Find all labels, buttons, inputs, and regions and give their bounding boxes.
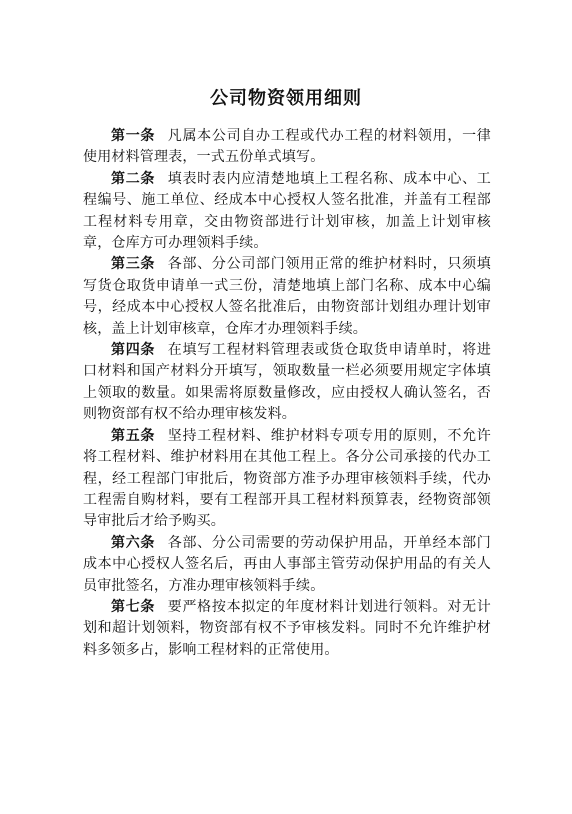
article-text: 填表时表内应清楚地填上工程名称、成本中心、工程编号、施工单位、经成本中心授权人签名批准，并盖有工程部工程材料专用章，交由物资部进行计划审核，加盖上计划审核章，仓库方可办理领料手续。 [83, 170, 491, 252]
document-title: 公司物资领用细则 [210, 88, 362, 109]
article-number: 第二条 [111, 170, 156, 187]
article-text: 各部、分公司需要的劳动保护用品，开单经本部门成本中心授权人签名后，再由人事部主管劳动保护用品的有关人员审批签名，方准办理审核领料手续。 [83, 534, 491, 594]
document-body [83, 126, 491, 661]
article-text: 在填写工程材料管理表或货仓取货申请单时，将进口材料和国产材料分开填写，领取数量一栏必须要用规定字体填上领取的数量。如果需将原数量修改，应由授权人确认签名，否则物资部有权不给办理审核发料。 [83, 342, 491, 423]
article-2 [83, 169, 491, 255]
article-number: 第六条 [111, 534, 156, 551]
article-text: 凡属本公司自办工程或代办工程的材料领用，一律使用材料管理表，一式五份单式填写。 [83, 128, 491, 166]
article-text: 各部、分公司部门领用正常的维护材料时，只须填写货仓取货申请单一式三份，清楚地填上部门名称、成本中心编号，经成本中心授权人签名批准后，由物资部计划组办理计划审核，盖上计划审核章，仓库才办理领料手续。 [83, 256, 491, 337]
article-7 [83, 597, 491, 661]
article-number: 第四条 [111, 342, 156, 359]
article-1 [83, 126, 491, 169]
article-6 [83, 533, 491, 597]
article-5 [83, 426, 491, 533]
article-number: 第五条 [111, 427, 156, 444]
article-text: 要严格按本拟定的年度材料计划进行领料。对无计划和超计划领料，物资部有权不予审核发料。同时不允许维护材料多领多占，影响工程材料的正常使用。 [83, 598, 491, 658]
article-4 [83, 340, 491, 426]
article-number: 第一条 [111, 128, 156, 144]
article-text: 坚持工程材料、维护材料专项专用的原则，不允许将工程材料、维护材料用在其他工程上。各分公司承接的代办工程，经工程部门审批后，物资部方准予办理审核领料手续，代办工程需自购材料，要有工程部开具工程材料预算表，经物资部领导审批后才给予购买。 [83, 427, 491, 530]
article-number: 第三条 [111, 256, 156, 273]
article-number: 第七条 [111, 598, 156, 615]
article-3 [83, 254, 491, 340]
